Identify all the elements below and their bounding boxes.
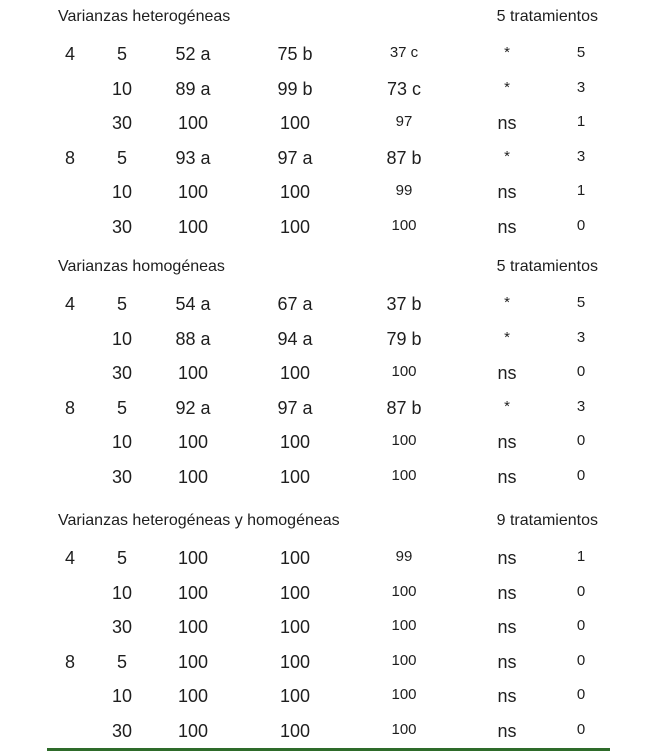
cell-dose: 10 — [111, 78, 133, 99]
cell-value-1: 100 — [177, 651, 209, 672]
cell-count: 0 — [576, 617, 586, 635]
cell-dose: 30 — [111, 217, 133, 237]
cell-value-1: 100 — [177, 182, 209, 203]
cell-value-3: 100 — [391, 363, 417, 381]
cell-sample-size: 8 — [64, 397, 75, 418]
cell-dose: 30 — [111, 363, 133, 384]
cell-value-3: 100 — [391, 721, 417, 738]
cell-dose: 5 — [116, 651, 127, 672]
cell-count: 1 — [576, 182, 586, 200]
cell-value-3: 37 b — [386, 294, 422, 314]
cell-value-2: 97 a — [277, 147, 313, 168]
cell-value-1: 92 a — [175, 397, 211, 418]
cell-value-2: 97 a — [277, 397, 313, 418]
cell-value-3: 99 — [395, 182, 413, 200]
cell-value-1: 100 — [177, 582, 209, 603]
cell-value-3: 100 — [391, 686, 417, 704]
cell-count: 0 — [576, 721, 586, 738]
cell-significance: ns — [497, 182, 517, 203]
cell-value-3: 100 — [391, 617, 417, 635]
cell-count: 0 — [576, 651, 586, 669]
cell-value-2: 100 — [279, 617, 311, 638]
cell-value-3: 100 — [391, 582, 417, 600]
cell-value-1: 54 a — [175, 294, 211, 314]
cell-significance: ns — [497, 582, 517, 603]
cell-count: 5 — [576, 44, 586, 61]
cell-dose: 5 — [116, 397, 127, 418]
section-treatment-count: 9 tratamientos — [496, 512, 598, 529]
cell-significance: ns — [497, 721, 517, 741]
cell-significance: ns — [497, 686, 517, 707]
cell-count: 0 — [576, 582, 586, 600]
cell-value-1: 93 a — [175, 147, 211, 168]
cell-value-3: 100 — [391, 651, 417, 669]
cell-value-2: 94 a — [277, 328, 313, 349]
cell-value-2: 100 — [279, 432, 311, 453]
cell-significance: ns — [497, 432, 517, 453]
cell-significance: ns — [497, 363, 517, 384]
cell-count: 5 — [576, 294, 586, 311]
cell-dose: 5 — [116, 294, 127, 314]
cell-count: 3 — [576, 328, 586, 346]
cell-value-1: 100 — [177, 721, 209, 741]
cell-significance: * — [504, 328, 510, 346]
cell-count: 0 — [576, 467, 586, 484]
cell-count: 0 — [576, 432, 586, 450]
cell-significance: ns — [497, 467, 517, 487]
cell-value-1: 100 — [177, 686, 209, 707]
cell-value-1: 88 a — [175, 328, 211, 349]
cell-dose: 10 — [111, 328, 133, 349]
cell-value-2: 99 b — [277, 78, 313, 99]
section-treatment-count: 5 tratamientos — [496, 8, 598, 25]
cell-dose: 5 — [116, 548, 127, 568]
cell-value-3: 79 b — [386, 328, 422, 349]
cell-value-1: 100 — [177, 363, 209, 384]
cell-value-3: 87 b — [386, 397, 422, 418]
cell-value-2: 100 — [279, 467, 311, 487]
cell-dose: 30 — [111, 113, 133, 134]
cell-value-3: 87 b — [386, 147, 422, 168]
cell-significance: * — [504, 44, 510, 61]
cell-value-2: 100 — [279, 548, 311, 568]
cell-dose: 30 — [111, 467, 133, 487]
cell-count: 0 — [576, 363, 586, 381]
cell-value-2: 67 a — [277, 294, 313, 314]
cell-value-1: 100 — [177, 217, 209, 237]
cell-dose: 30 — [111, 617, 133, 638]
cell-significance: ns — [497, 617, 517, 638]
section-title: Varianzas heterogéneas y homogéneas — [58, 512, 340, 529]
cell-value-2: 100 — [279, 113, 311, 134]
cell-value-3: 97 — [395, 113, 413, 131]
cell-value-2: 100 — [279, 217, 311, 237]
cell-value-3: 99 — [395, 548, 413, 565]
cell-significance: * — [504, 397, 510, 415]
cell-dose: 10 — [111, 686, 133, 707]
cell-sample-size: 4 — [64, 44, 75, 64]
cell-significance: * — [504, 78, 510, 96]
cell-count: 1 — [576, 548, 586, 565]
cell-value-2: 100 — [279, 363, 311, 384]
cell-sample-size: 8 — [64, 651, 75, 672]
cell-count: 3 — [576, 78, 586, 96]
cell-sample-size: 8 — [64, 147, 75, 168]
section-title: Varianzas heterogéneas — [58, 8, 231, 25]
cell-value-1: 100 — [177, 113, 209, 134]
cell-value-1: 89 a — [175, 78, 211, 99]
table-bottom-rule — [47, 748, 610, 751]
cell-value-2: 100 — [279, 182, 311, 203]
cell-value-1: 100 — [177, 617, 209, 638]
section-treatment-count: 5 tratamientos — [496, 258, 598, 275]
cell-significance: ns — [497, 217, 517, 237]
cell-value-3: 73 c — [386, 78, 422, 99]
cell-value-1: 100 — [177, 467, 209, 487]
cell-sample-size: 4 — [64, 294, 75, 314]
cell-value-1: 100 — [177, 432, 209, 453]
cell-dose: 10 — [111, 182, 133, 203]
cell-value-2: 100 — [279, 651, 311, 672]
cell-dose: 5 — [116, 44, 127, 64]
cell-count: 3 — [576, 147, 586, 165]
cell-value-3: 100 — [391, 217, 417, 234]
cell-sample-size: 4 — [64, 548, 75, 568]
cell-dose: 10 — [111, 432, 133, 453]
cell-value-3: 100 — [391, 467, 417, 484]
cell-value-2: 100 — [279, 582, 311, 603]
cell-dose: 30 — [111, 721, 133, 741]
cell-dose: 10 — [111, 582, 133, 603]
cell-significance: ns — [497, 548, 517, 568]
cell-count: 0 — [576, 217, 586, 234]
cell-significance: ns — [497, 113, 517, 134]
cell-value-2: 75 b — [277, 44, 313, 64]
cell-value-1: 52 a — [175, 44, 211, 64]
cell-dose: 5 — [116, 147, 127, 168]
cell-count: 1 — [576, 113, 586, 131]
cell-value-3: 37 c — [389, 44, 419, 61]
cell-count: 0 — [576, 686, 586, 704]
cell-count: 3 — [576, 397, 586, 415]
cell-significance: * — [504, 294, 510, 311]
cell-value-1: 100 — [177, 548, 209, 568]
cell-value-2: 100 — [279, 686, 311, 707]
cell-value-3: 100 — [391, 432, 417, 450]
cell-significance: ns — [497, 651, 517, 672]
cell-value-2: 100 — [279, 721, 311, 741]
cell-significance: * — [504, 147, 510, 165]
section-title: Varianzas homogéneas — [58, 258, 225, 275]
